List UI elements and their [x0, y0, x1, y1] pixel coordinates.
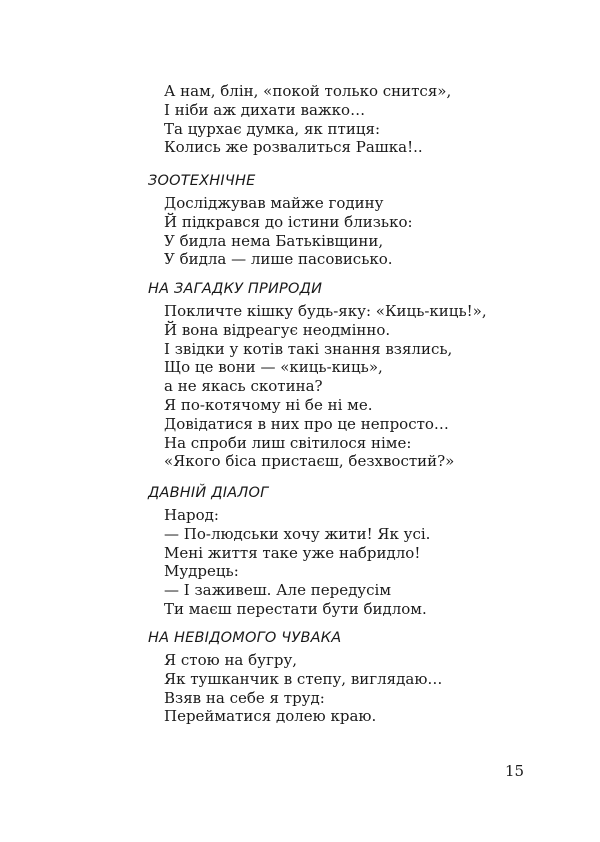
poem-line: «Якого біса пристаєш, безхвостий?» [164, 452, 455, 471]
poem-zootechnichne [148, 172, 548, 269]
poem-line: Що це вони — «киць-киць», [164, 358, 383, 377]
poem-title: ДАВНІЙ ДІАЛОГ [148, 485, 269, 501]
poem-title: НА ЗАГАДКУ ПРИРОДИ [148, 281, 323, 297]
poem-line: На спроби лиш світилося німе: [164, 433, 412, 452]
poem-line: Перейматися долею краю. [164, 707, 377, 726]
page-number: 15 [505, 762, 525, 780]
poem-line: Я по-котячому ні бе ні ме. [164, 395, 373, 414]
poem-line: Мені життя таке уже набридло! [164, 543, 421, 562]
poem-na-zahadku-pryrody [148, 280, 548, 471]
poem-line: Я стою на бугру, [164, 651, 298, 669]
poem-continuation [148, 82, 548, 157]
poem-line: а не якась скотина? [164, 377, 323, 396]
poem-line: Досліджував майже годину [164, 194, 384, 212]
poem-title: ЗООТЕХНІЧНЕ [148, 173, 256, 189]
poem-line: Колись же розвалиться Рашка!.. [164, 138, 423, 157]
poem-line: Народ: [164, 506, 219, 524]
poem-line: Покличте кішку будь-яку: «Киць-киць!», [164, 302, 487, 320]
poem-title: НА НЕВІДОМОГО ЧУВАКА [148, 630, 342, 646]
poem-line: Та цурхає думка, як птиця: [164, 119, 381, 138]
poem-na-nevidomoho-chuvaka [148, 629, 548, 726]
poem-line: У бидла — лише пасовисько. [164, 250, 393, 269]
poem-line: Як тушканчик в степу, виглядаю… [164, 669, 443, 688]
poem-line: Ти маєш перестати бути бидлом. [164, 599, 427, 618]
poem-line: І звідки у котів такі знання взялись, [164, 339, 453, 358]
poem-line: І ніби аж дихати важко… [164, 100, 366, 119]
poem-line: Й підкрався до істини близько: [164, 212, 413, 231]
poem-line: Взяв на себе я труд: [164, 688, 325, 707]
poem-davnii-dialoh [148, 484, 548, 619]
poem-line: Мудрець: [164, 562, 239, 581]
poem-line: У бидла нема Батьківщини, [164, 231, 384, 250]
poem-line: А нам, блін, «покой только снится», [164, 82, 452, 100]
poem-line: — По-людськи хочу жити! Як усі. [164, 524, 431, 543]
poem-line: — І заживеш. Але передусім [164, 581, 391, 600]
poem-line: Й вона відреагує неодмінно. [164, 320, 391, 339]
poem-line: Довідатися в них про це непросто… [164, 414, 449, 433]
